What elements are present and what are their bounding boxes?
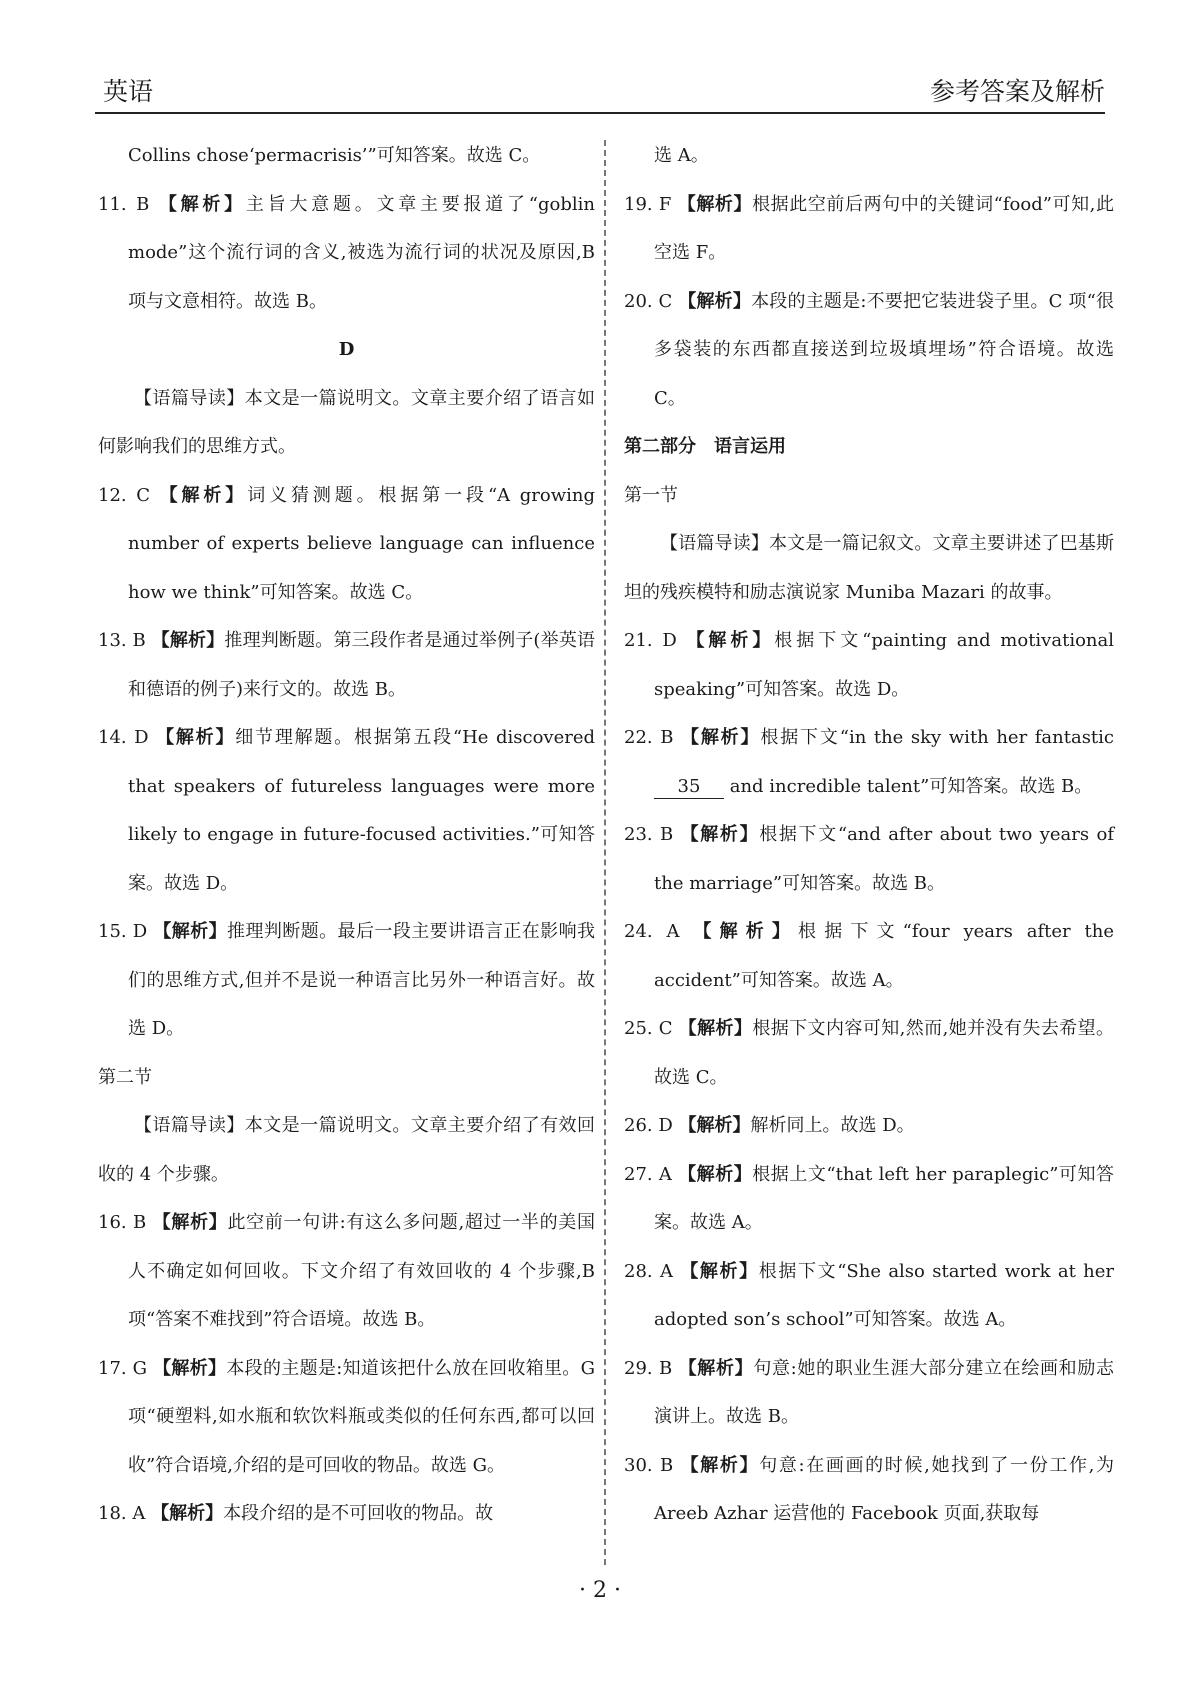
analysis-tag: 【解析】 bbox=[151, 1503, 224, 1524]
answer-20 bbox=[624, 278, 1114, 424]
answer-number: 24. A bbox=[624, 921, 680, 942]
answer-text: 根据下文“painting and motivational speaking”可知答案。故选 D。 bbox=[654, 630, 1114, 700]
answer-text: 句意:她的职业生涯大部分建立在绘画和励志演讲上。故选 B。 bbox=[654, 1357, 1115, 1427]
analysis-tag: 【解析】 bbox=[681, 727, 761, 748]
part-heading: 第二部分 语言运用 bbox=[624, 436, 786, 457]
right-column bbox=[624, 132, 1114, 1539]
answer-text: 根据上文“that left her paraplegic”可知答案。故选 A。 bbox=[654, 1163, 1114, 1233]
passage-guide-1: 【语篇导读】本文是一篇记叙文。文章主要讲述了巴基斯坦的残疾模特和励志演说家 Muniba Mazari 的故事。 bbox=[624, 533, 1114, 603]
analysis-tag: 【解析】 bbox=[680, 824, 760, 845]
passage-guide-2: 【语篇导读】本文是一篇说明文。文章主要介绍了有效回收的 4 个步骤。 bbox=[98, 1115, 595, 1185]
answer-number: 11. B bbox=[98, 193, 150, 215]
answer-text: 本段介绍的是不可回收的物品。故 bbox=[223, 1503, 494, 1524]
answer-number: 12. C bbox=[98, 484, 151, 506]
answer-number: 13. B bbox=[98, 630, 146, 651]
analysis-tag: 【解析】 bbox=[151, 630, 225, 651]
answer-text: 词义猜测题。根据第一段“A growing number of experts believe language can influence how we think”可知答案。故选 C。 bbox=[128, 484, 595, 603]
answer-29 bbox=[624, 1345, 1114, 1442]
answer-text: 细节理解题。根据第五段“He discovered that speakers of futureless languages were more likely to engage in future-focused activities.”可知答案。故选 D。 bbox=[128, 727, 596, 894]
analysis-tag: 【解析】 bbox=[678, 1115, 751, 1136]
answer-number: 25. C bbox=[624, 1018, 673, 1039]
answer-text: 推理判断题。第三段作者是通过举例子(举英语和德语的例子)来行文的。故选 B。 bbox=[128, 630, 595, 700]
section-heading-1: 第一节 bbox=[624, 484, 678, 506]
answer-22 bbox=[624, 714, 1114, 811]
answer-18 bbox=[98, 1490, 595, 1539]
answer-30 bbox=[624, 1442, 1114, 1539]
subject-title: 英语 bbox=[103, 77, 154, 106]
answer-number: 17. G bbox=[98, 1357, 148, 1379]
answer-15 bbox=[98, 908, 595, 1054]
analysis-tag: 【解析】 bbox=[678, 1357, 754, 1379]
answer-number: 19. F bbox=[624, 193, 672, 215]
answer-text: 本段的主题是:知道该把什么放在回收箱里。G 项“硬塑料,如水瓶和软饮料瓶或类似的任何东西,都可以回收”符合语境,介绍的是可回收的物品。故选 G。 bbox=[128, 1357, 595, 1476]
answer-text: 推理判断题。最后一段主要讲语言正在影响我们的思维方式,但并不是说一种语言比另外一种语言好。故选 D。 bbox=[128, 921, 596, 1039]
analysis-tag: 【解析】 bbox=[159, 484, 248, 506]
analysis-tag: 【解析】 bbox=[680, 1454, 760, 1476]
answer-26 bbox=[624, 1102, 1114, 1151]
answer-text: 根据下文“four years after the accident”可知答案。故选 A。 bbox=[654, 921, 1114, 991]
answer-number: 26. D bbox=[624, 1115, 673, 1136]
blank-number: 35 bbox=[654, 776, 724, 799]
answer-12 bbox=[98, 472, 595, 618]
answer-number: 30. B bbox=[624, 1454, 674, 1476]
answer-number: 21. D bbox=[624, 630, 677, 651]
answer-13 bbox=[98, 617, 595, 714]
analysis-tag: 【解析】 bbox=[156, 727, 236, 748]
answer-24 bbox=[624, 908, 1114, 1005]
answer-number: 14. D bbox=[98, 727, 149, 748]
answer-19 bbox=[624, 181, 1114, 278]
answer-number: 15. D bbox=[98, 921, 148, 942]
doc-title: 参考答案及解析 bbox=[929, 77, 1105, 106]
continued-text: Collins chose‘permacrisis’”可知答案。故选 C。 bbox=[128, 145, 541, 166]
answer-text: 句意:在画画的时候,她找到了一份工作,为 Areeb Azhar 运营他的 Facebook 页面,获取每 bbox=[654, 1454, 1114, 1524]
answer-text: 主旨大意题。文章主要报道了“goblin mode”这个流行词的含义,被选为流行词的状况及原因,B 项与文意相符。故选 B。 bbox=[128, 193, 595, 312]
answer-21 bbox=[624, 617, 1114, 714]
answer-28 bbox=[624, 1248, 1114, 1345]
continued-text: 选 A。 bbox=[654, 145, 709, 166]
analysis-tag: 【解析】 bbox=[680, 1260, 759, 1282]
analysis-tag: 【解析】 bbox=[693, 921, 799, 942]
answer-11 bbox=[98, 181, 595, 327]
page-number: · 2 · bbox=[579, 1578, 621, 1603]
answer-27 bbox=[624, 1151, 1114, 1248]
analysis-tag: 【解析】 bbox=[677, 193, 753, 215]
page-header bbox=[95, 68, 1105, 114]
answer-number: 29. B bbox=[624, 1357, 673, 1379]
answer-23 bbox=[624, 811, 1114, 908]
answer-text: 解析同上。故选 D。 bbox=[750, 1115, 915, 1136]
column-divider bbox=[604, 140, 606, 1565]
answer-text: 本段的主题是:不要把它装进袋子里。C 项“很多袋装的东西都直接送到垃圾填埋场”符合语境。故选 C。 bbox=[654, 290, 1114, 409]
analysis-tag: 【解析】 bbox=[678, 290, 752, 312]
answer-text: 此空前一句讲:有这么多问题,超过一半的美国人不确定如何回收。下文介绍了有效回收的 4 个步骤,B 项“答案不难找到”符合语境。故选 B。 bbox=[128, 1212, 595, 1330]
answer-text: 根据下文“in the sky with her fantastic bbox=[760, 727, 1115, 748]
answer-17 bbox=[98, 1345, 595, 1491]
answer-text: 根据下文内容可知,然而,她并没有失去希望。故选 C。 bbox=[654, 1018, 1114, 1088]
left-column bbox=[98, 132, 595, 1539]
answer-number: 18. A bbox=[98, 1503, 146, 1524]
answer-number: 28. A bbox=[624, 1260, 673, 1282]
analysis-tag: 【解析】 bbox=[678, 1163, 753, 1185]
answer-number: 27. A bbox=[624, 1163, 672, 1185]
section-heading-d: D bbox=[338, 339, 355, 360]
passage-guide-d: 【语篇导读】本文是一篇说明文。文章主要介绍了语言如何影响我们的思维方式。 bbox=[98, 387, 595, 457]
answer-number: 16. B bbox=[98, 1212, 147, 1233]
answer-16 bbox=[98, 1199, 595, 1345]
analysis-tag: 【解析】 bbox=[152, 1212, 228, 1233]
analysis-tag: 【解析】 bbox=[678, 1018, 753, 1039]
answer-text: 根据下文“She also started work at her adopted son’s school”可知答案。故选 A。 bbox=[654, 1260, 1115, 1330]
answer-text: and incredible talent”可知答案。故选 B。 bbox=[729, 775, 1093, 797]
answer-text: 根据下文“and after about two years of the marriage”可知答案。故选 B。 bbox=[654, 824, 1114, 894]
answer-text: 根据此空前后两句中的关键词“food”可知,此空选 F。 bbox=[654, 193, 1114, 263]
analysis-tag: 【解析】 bbox=[153, 1357, 227, 1379]
answer-number: 23. B bbox=[624, 824, 674, 845]
answer-14 bbox=[98, 714, 595, 908]
answer-25 bbox=[624, 1005, 1114, 1102]
answer-number: 20. C bbox=[624, 290, 673, 312]
section-heading-2: 第二节 bbox=[98, 1066, 152, 1088]
answer-number: 22. B bbox=[624, 727, 674, 748]
analysis-tag: 【解析】 bbox=[686, 630, 775, 651]
analysis-tag: 【解析】 bbox=[158, 193, 246, 215]
analysis-tag: 【解析】 bbox=[153, 921, 228, 942]
